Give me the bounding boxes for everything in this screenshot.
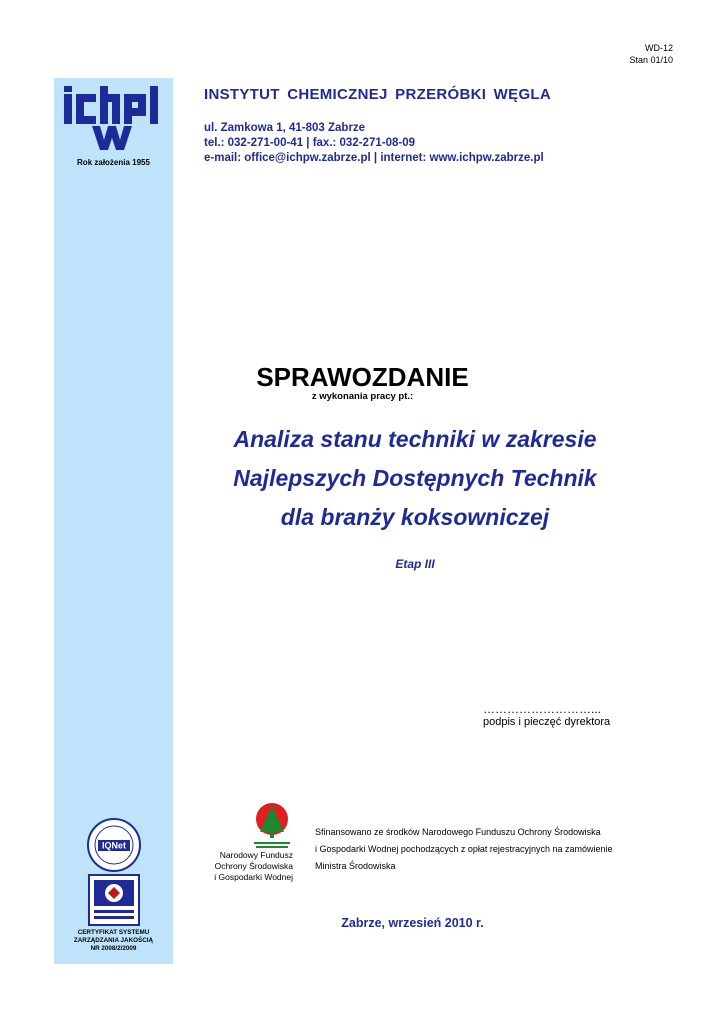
funding-note-line: i Gospodarki Wodnej pochodzących z opłat rejestracyjnych na zamówienie <box>315 844 613 854</box>
institute-address: ul. Zamkowa 1, 41-803 Zabrze <box>204 122 366 134</box>
document-code <box>629 42 673 66</box>
report-title: SPRAWOZDANIE <box>256 362 469 392</box>
signature-line: ………………………... <box>483 702 602 716</box>
founded-year: Rok założenia 1955 <box>77 158 150 167</box>
nfosigw-caption-line: Ochrony Środowiska <box>214 861 293 871</box>
nfosigw-logo <box>252 802 292 850</box>
funding-note-line: Ministra Środowiska <box>315 861 396 871</box>
doc-code-status: Stan 01/10 <box>629 55 673 65</box>
institute-phone: tel.: 032-271-00-41 | fax.: 032-271-08-09 <box>204 137 415 149</box>
work-title-line: dla branży koksowniczej <box>280 504 550 530</box>
nfosigw-caption-line: i Gospodarki Wodnej <box>214 872 293 882</box>
contact-block <box>204 121 544 166</box>
ichpw-logo <box>62 86 166 152</box>
place-and-date: Zabrze, wrzesień 2010 r. <box>341 916 484 930</box>
nfosigw-caption-line: Narodowy Fundusz <box>219 850 293 860</box>
signature-label: podpis i pieczęć dyrektora <box>483 716 611 728</box>
work-title <box>0 420 725 537</box>
report-subtitle: z wykonania pracy pt.: <box>311 391 414 402</box>
work-title-line: Najlepszych Dostępnych Technik <box>233 465 597 491</box>
certificate-caption-line: ZARZĄDZANIA JAKOŚCIĄ <box>73 937 154 944</box>
funding-note-line: Sfinansowano ze środków Narodowego Funduszu Ochrony Środowiska <box>315 827 601 837</box>
institute-name: INSTYTUT CHEMICZNEJ PRZERÓBKI WĘGLA <box>204 86 552 103</box>
doc-code-id: WD-12 <box>644 43 673 53</box>
institute-email-web: e-mail: office@ichpw.zabrze.pl | internet: www.ichpw.zabrze.pl <box>204 152 544 164</box>
certificate-caption <box>54 929 173 953</box>
iqnet-label: IQNet <box>101 840 127 851</box>
iqnet-certificate-badge <box>86 817 142 873</box>
report-stage: Etap III <box>395 557 435 571</box>
certificate-caption-line: CERTYFIKAT SYSTEMU <box>77 929 150 936</box>
nfosigw-caption <box>183 850 293 883</box>
funding-note <box>315 824 655 875</box>
work-title-line: Analiza stanu techniki w zakresie <box>233 426 597 452</box>
certificate-caption-line: NR 2008/2/2009 <box>90 945 137 952</box>
